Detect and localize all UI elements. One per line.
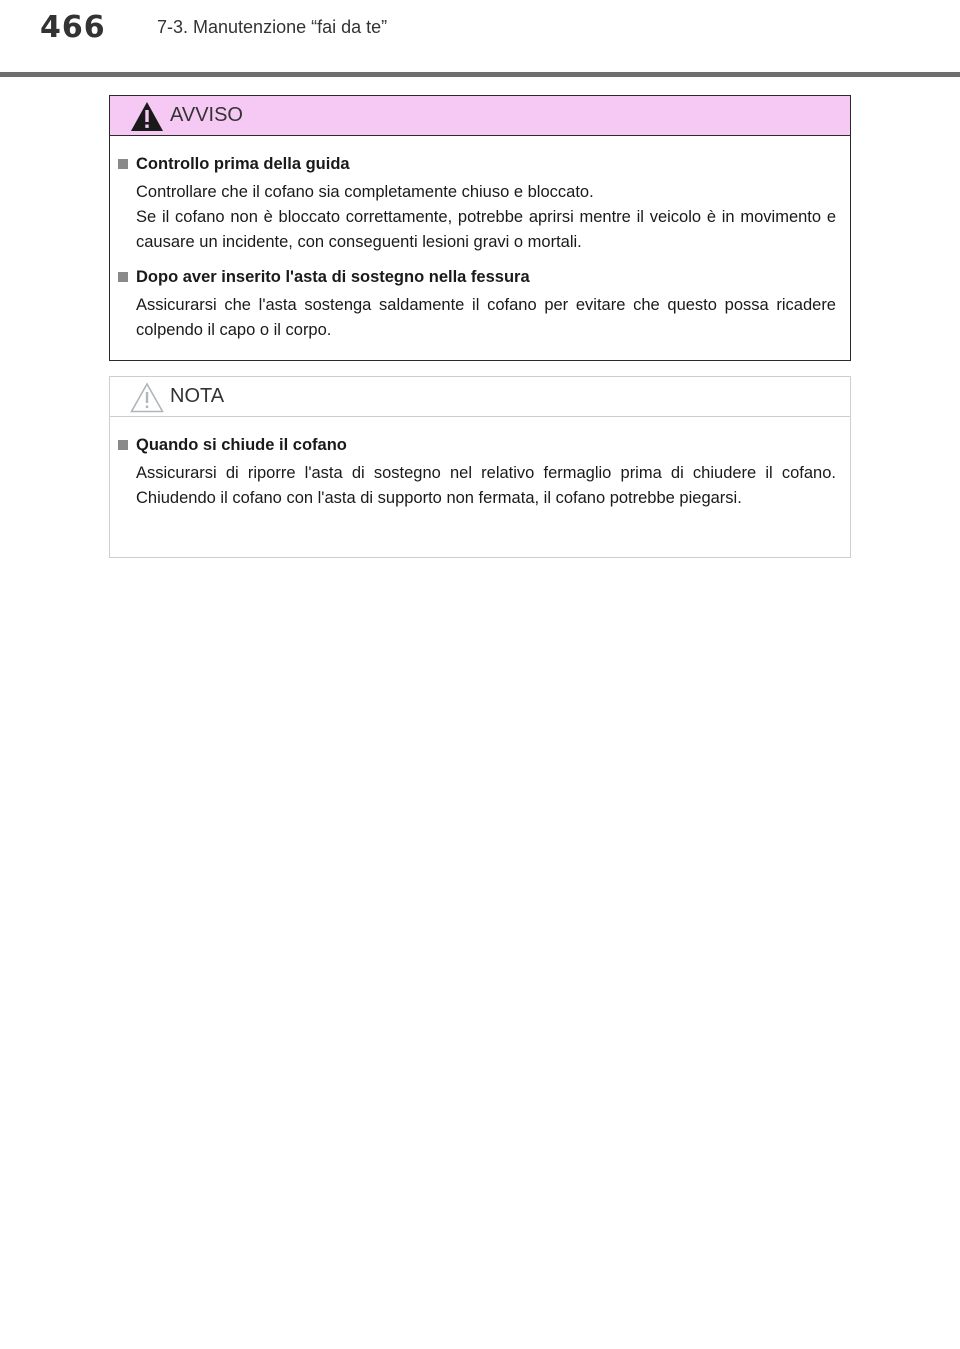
warning-item — [118, 265, 836, 343]
note-box-header — [110, 377, 850, 417]
note-box — [109, 376, 851, 558]
warning-item-text — [136, 180, 836, 255]
page-number: 466 — [40, 10, 106, 45]
warning-item-title: Controllo prima della guida — [136, 155, 350, 173]
note-item-text — [136, 461, 836, 511]
warning-item-text — [136, 293, 836, 343]
warning-item — [118, 152, 836, 255]
paragraph: Controllare che il cofano sia completamente chiuso e bloccato. — [136, 183, 594, 201]
note-item-title: Quando si chiude il cofano — [136, 436, 347, 454]
header-divider — [0, 72, 960, 77]
paragraph: Assicurarsi che l'asta sostenga saldamente il cofano per evitare che questo possa ricadere colpendo il capo o il corpo. — [136, 296, 836, 339]
paragraph: Se il cofano non è bloccato correttamente, potrebbe aprirsi mentre il veicolo è in movimento e causare un incidente, con conseguenti lesioni gravi o mortali. — [136, 208, 836, 251]
paragraph: Assicurarsi di riporre l'asta di sostegno nel relativo fermaglio prima di chiudere il cofano. Chiudendo il cofano con l'asta di supporto non fermata, il cofano potrebbe piegarsi. — [136, 464, 836, 507]
note-item — [118, 433, 836, 511]
note-label: NOTA — [170, 385, 225, 407]
note-box-body — [110, 417, 850, 511]
warning-triangle-icon — [130, 101, 164, 132]
square-bullet-icon — [118, 272, 128, 282]
caution-outline-icon — [130, 382, 164, 413]
warning-box — [109, 95, 851, 361]
section-title: 7-3. Manutenzione “fai da te” — [157, 17, 388, 37]
warning-item-title: Dopo aver inserito l'asta di sostegno nella fessura — [136, 268, 530, 286]
warning-box-header — [110, 96, 850, 136]
warning-label: AVVISO — [170, 104, 243, 126]
square-bullet-icon — [118, 440, 128, 450]
square-bullet-icon — [118, 159, 128, 169]
warning-box-body — [110, 136, 850, 343]
page-header — [0, 0, 960, 80]
